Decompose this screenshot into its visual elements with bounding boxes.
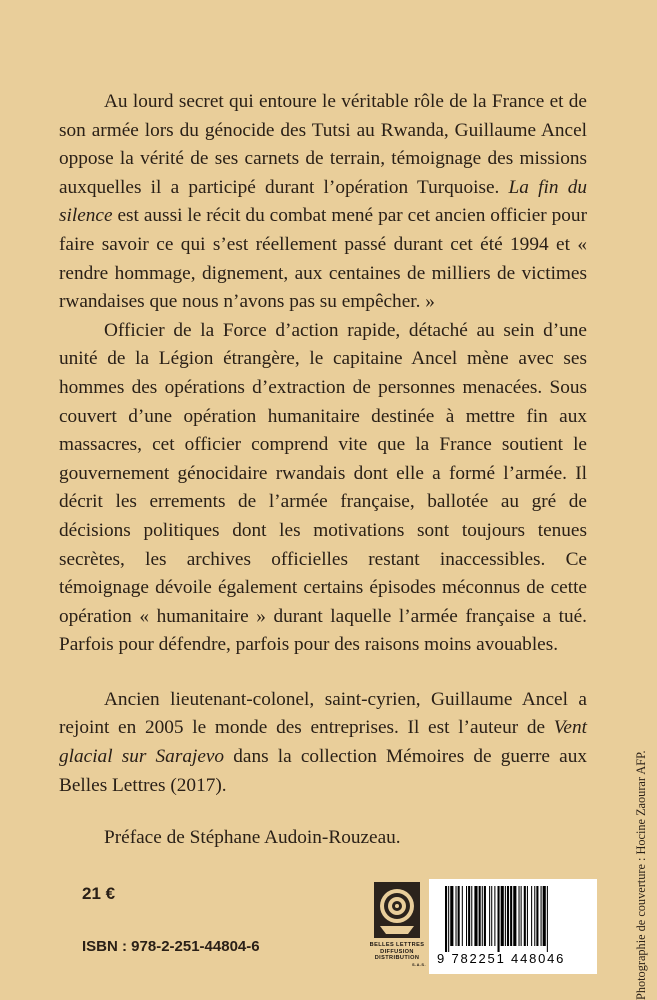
bio-text: dans la collection Mémoires de guerre aux Belles Lettres (2017). <box>59 746 587 796</box>
barcode-bar <box>456 886 457 946</box>
barcode-bar <box>489 886 490 946</box>
barcode-bar <box>543 886 546 946</box>
synopsis-paragraph-2: Officier de la Force d’action rapide, détaché au sein d’une unité de la Légion étrangère, le capitaine Ancel mène avec ses hommes des opérations d’extraction de personnes menacées. Sous couvert d’une opération humanitaire destinée à mettre fin aux massacres, cet officier comprend vite que la France soutient le gouvernement génocidaire rwandais dont elle a formé l’armée. Il décrit les errements de l’armée française, ballotée au gré de décisions politiques dont les motivations sont toujours tenues secrètes, les archives officielles restant inaccessibles. Ce témoignage dévoile également certains épisodes méconnus de cette opération « humanitaire » durant laquelle l’armée française a tué. Parfois pour défendre, parfois pour des raisons moins avouables. <box>59 319 587 656</box>
barcode-bar <box>482 886 483 946</box>
logo-line: S.A.S. <box>412 961 426 967</box>
logo-line: DISTRIBUTION <box>374 955 420 962</box>
barcode-bar <box>491 886 492 946</box>
barcode-bar <box>450 886 453 946</box>
synopsis-text: est aussi le récit du combat mené par cet ancien officier pour faire savoir ce qui s’est réellement passé durant cet été 1994 et « rendre hommage, dignement, aux centaines de milliers de victimes rwandaises que nous n’avons pas su empêcher. » <box>59 205 587 313</box>
barcode-bar <box>524 886 526 946</box>
book-title: La fin du silence <box>59 176 587 227</box>
barcode-digits: 9 782251 448046 <box>437 951 566 966</box>
barcode-bar <box>468 886 470 946</box>
barcode-bar <box>527 886 528 946</box>
barcode-bar <box>445 886 447 952</box>
author-bio-paragraph <box>59 686 587 800</box>
synopsis-paragraph-1 <box>59 88 587 317</box>
bio-text: Ancien lieutenant-colonel, saint-cyrien, Guillaume Ancel a rejoint en 2005 le monde des entreprises. Il est l’auteur de <box>59 688 587 739</box>
back-cover-text <box>59 88 587 853</box>
preface-line: Préface de Stéphane Audoin-Rouzeau. <box>104 827 401 849</box>
barcode-bar <box>507 886 509 946</box>
barcode-bars-icon <box>445 886 587 952</box>
barcode-bar <box>531 886 532 946</box>
barcode-bar <box>484 886 486 946</box>
previous-book-title: Vent glacial sur Sarajevo <box>59 717 587 768</box>
barcode-bar <box>462 886 463 946</box>
isbn-label: ISBN : 978-2-251-44804-6 <box>82 938 260 955</box>
barcode-bar <box>458 886 460 946</box>
barcode-bar <box>498 886 500 952</box>
barcode-bar <box>505 886 506 946</box>
barcode-bar <box>479 886 481 946</box>
barcode-bar <box>534 886 535 946</box>
price-label: 21 € <box>82 884 116 903</box>
photo-credit: Photographie de couverture : Hocine Zaourar AFP. <box>634 750 648 1000</box>
barcode-bar <box>536 886 538 946</box>
barcode-bar <box>513 886 516 946</box>
barcode-bar <box>474 886 477 946</box>
barcode-bar <box>519 886 520 946</box>
barcode-bar <box>501 886 504 946</box>
barcode-bar <box>448 886 449 952</box>
logo-line: DIFFUSION <box>380 948 414 955</box>
publisher-logo-text <box>366 942 428 968</box>
isbn-barcode <box>429 879 597 974</box>
barcode-bar <box>510 886 512 946</box>
synopsis-text: Au lourd secret qui entoure le véritable rôle de la France et de son armée lors du génocide des Tutsi au Rwanda, Guillaume Ancel oppose la vérité de ses carnets de terrain, témoignage des missions auxquelles il a participé durant l’opération Turquoise. <box>59 91 587 198</box>
barcode-bar <box>494 886 495 946</box>
barcode-bar <box>521 886 522 946</box>
barcode-bar <box>471 886 472 946</box>
barcode-bar <box>541 886 542 946</box>
logo-line: BELLES LETTRES <box>369 942 425 948</box>
barcode-bar <box>547 886 548 952</box>
barcode-bar <box>466 886 467 946</box>
